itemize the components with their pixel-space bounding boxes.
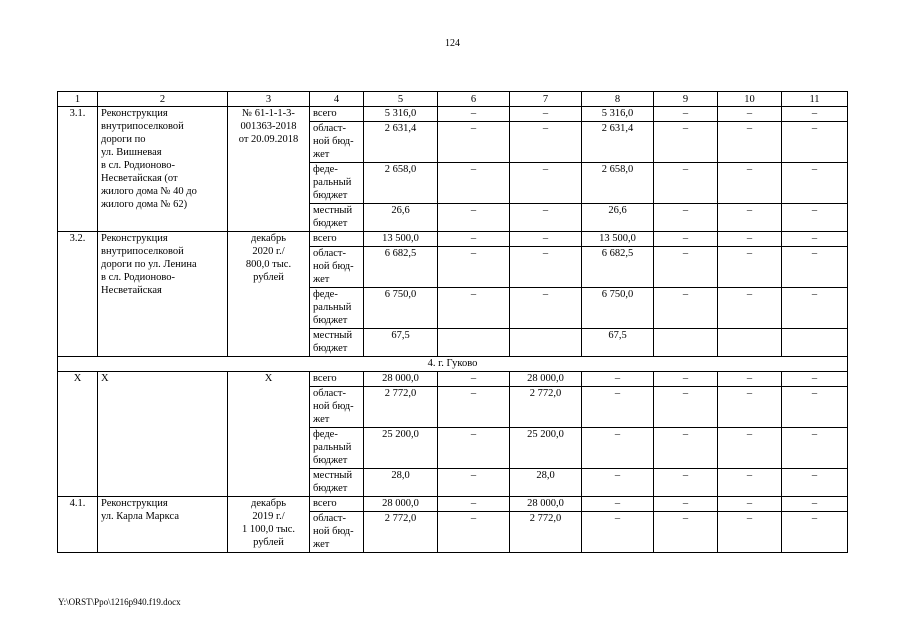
amount-cell: – (718, 469, 782, 497)
table-row (58, 497, 848, 512)
amount-cell: – (438, 163, 510, 204)
amount-cell: – (438, 247, 510, 288)
item-name: Реконструкция ул. Карла Маркса (98, 497, 228, 553)
amount-cell: 2 631,4 (364, 122, 438, 163)
amount-cell: – (510, 288, 582, 329)
amount-cell: – (438, 387, 510, 428)
amount-cell: – (438, 122, 510, 163)
funding-source: феде- ральный бюджет (310, 428, 364, 469)
amount-cell: – (438, 232, 510, 247)
table-row (58, 232, 848, 247)
file-path-footer: Y:\ORST\Ppo\1216p940.f19.docx (58, 597, 181, 607)
amount-cell: 2 772,0 (364, 387, 438, 428)
amount-cell: – (718, 428, 782, 469)
amount-cell: – (582, 372, 654, 387)
amount-cell: – (718, 387, 782, 428)
amount-cell: – (510, 247, 582, 288)
funding-source: феде- ральный бюджет (310, 288, 364, 329)
amount-cell: 2 772,0 (510, 512, 582, 553)
table-row (58, 372, 848, 387)
amount-cell (510, 329, 582, 357)
amount-cell: 6 750,0 (364, 288, 438, 329)
amount-cell: – (718, 232, 782, 247)
amount-cell: – (782, 204, 848, 232)
funding-source: област- ной бюд- жет (310, 247, 364, 288)
amount-cell: – (654, 163, 718, 204)
amount-cell: 2 631,4 (582, 122, 654, 163)
amount-cell: – (718, 512, 782, 553)
amount-cell: 5 316,0 (582, 107, 654, 122)
column-header: 8 (582, 92, 654, 107)
amount-cell: – (718, 372, 782, 387)
item-document: № 61-1-1-3- 001363-2018 от 20.09.2018 (228, 107, 310, 232)
amount-cell: 28,0 (364, 469, 438, 497)
amount-cell: – (510, 163, 582, 204)
amount-cell: 2 658,0 (582, 163, 654, 204)
amount-cell: – (654, 204, 718, 232)
amount-cell: 2 772,0 (364, 512, 438, 553)
amount-cell: – (438, 288, 510, 329)
amount-cell (438, 329, 510, 357)
amount-cell: – (782, 512, 848, 553)
amount-cell: – (438, 469, 510, 497)
amount-cell: – (718, 122, 782, 163)
item-document: Х (228, 372, 310, 497)
amount-cell: – (782, 163, 848, 204)
amount-cell: 28 000,0 (510, 497, 582, 512)
amount-cell: – (782, 288, 848, 329)
column-header: 2 (98, 92, 228, 107)
amount-cell: 25 200,0 (364, 428, 438, 469)
table-body (58, 92, 848, 553)
amount-cell: – (582, 497, 654, 512)
item-number: 3.2. (58, 232, 98, 357)
amount-cell: 67,5 (582, 329, 654, 357)
amount-cell: – (782, 107, 848, 122)
amount-cell: – (582, 428, 654, 469)
column-header: 6 (438, 92, 510, 107)
amount-cell: – (438, 204, 510, 232)
program-table (57, 91, 848, 553)
funding-source: област- ной бюд- жет (310, 512, 364, 553)
funding-source: област- ной бюд- жет (310, 122, 364, 163)
amount-cell: – (654, 428, 718, 469)
table-row (58, 107, 848, 122)
amount-cell (782, 329, 848, 357)
amount-cell: 2 772,0 (510, 387, 582, 428)
column-header: 10 (718, 92, 782, 107)
amount-cell: 6 682,5 (364, 247, 438, 288)
amount-cell: – (438, 107, 510, 122)
item-name: Реконструкция внутрипоселковой дороги по ул. Ленина в сл. Родионово- Несветайская (98, 232, 228, 357)
funding-source: феде- ральный бюджет (310, 163, 364, 204)
funding-source: местный бюджет (310, 329, 364, 357)
amount-cell: – (782, 372, 848, 387)
amount-cell: – (438, 512, 510, 553)
funding-source: всего (310, 232, 364, 247)
amount-cell: 5 316,0 (364, 107, 438, 122)
amount-cell: – (782, 469, 848, 497)
amount-cell: – (654, 247, 718, 288)
amount-cell: – (654, 107, 718, 122)
amount-cell: 13 500,0 (582, 232, 654, 247)
amount-cell: 28 000,0 (364, 497, 438, 512)
item-number: 3.1. (58, 107, 98, 232)
amount-cell: – (654, 288, 718, 329)
section-row (58, 357, 848, 372)
item-document: декабрь 2019 г./ 1 100,0 тыс. рублей (228, 497, 310, 553)
amount-cell: 13 500,0 (364, 232, 438, 247)
amount-cell: – (654, 122, 718, 163)
column-header: 9 (654, 92, 718, 107)
amount-cell: – (510, 232, 582, 247)
amount-cell: – (438, 497, 510, 512)
amount-cell: 6 682,5 (582, 247, 654, 288)
column-header: 5 (364, 92, 438, 107)
amount-cell: – (782, 497, 848, 512)
amount-cell: – (582, 512, 654, 553)
amount-cell: – (582, 387, 654, 428)
funding-source: всего (310, 107, 364, 122)
funding-source: област- ной бюд- жет (310, 387, 364, 428)
section-title: 4. г. Гуково (58, 357, 848, 372)
amount-cell: 6 750,0 (582, 288, 654, 329)
amount-cell: 26,6 (582, 204, 654, 232)
amount-cell: – (654, 372, 718, 387)
amount-cell: 25 200,0 (510, 428, 582, 469)
amount-cell: – (782, 232, 848, 247)
funding-source: всего (310, 372, 364, 387)
amount-cell: 2 658,0 (364, 163, 438, 204)
amount-cell: – (782, 428, 848, 469)
column-header: 3 (228, 92, 310, 107)
item-name: Х (98, 372, 228, 497)
amount-cell: – (654, 469, 718, 497)
amount-cell: 26,6 (364, 204, 438, 232)
amount-cell: – (718, 288, 782, 329)
column-header: 7 (510, 92, 582, 107)
amount-cell: – (510, 204, 582, 232)
item-document: декабрь 2020 г./ 800,0 тыс. рублей (228, 232, 310, 357)
amount-cell: 28 000,0 (510, 372, 582, 387)
amount-cell: – (782, 247, 848, 288)
amount-cell: – (654, 512, 718, 553)
item-number: Х (58, 372, 98, 497)
amount-cell: 28,0 (510, 469, 582, 497)
amount-cell: – (510, 107, 582, 122)
amount-cell: – (718, 204, 782, 232)
funding-source: местный бюджет (310, 204, 364, 232)
amount-cell: – (782, 387, 848, 428)
item-number: 4.1. (58, 497, 98, 553)
amount-cell: – (718, 107, 782, 122)
amount-cell: – (582, 469, 654, 497)
funding-source: местный бюджет (310, 469, 364, 497)
amount-cell: – (438, 372, 510, 387)
amount-cell: – (718, 247, 782, 288)
column-header: 11 (782, 92, 848, 107)
page-number: 124 (445, 38, 460, 49)
column-header: 1 (58, 92, 98, 107)
amount-cell: 28 000,0 (364, 372, 438, 387)
amount-cell: – (654, 232, 718, 247)
amount-cell (654, 329, 718, 357)
header-row (58, 92, 848, 107)
amount-cell: – (654, 387, 718, 428)
funding-source: всего (310, 497, 364, 512)
amount-cell: – (782, 122, 848, 163)
amount-cell (718, 329, 782, 357)
amount-cell: – (510, 122, 582, 163)
column-header: 4 (310, 92, 364, 107)
amount-cell: – (718, 497, 782, 512)
item-name: Реконструкция внутрипоселковой дороги по ул. Вишневая в сл. Родионово- Несветайская (от жилого дома № 40 до жилого дома № 62) (98, 107, 228, 232)
amount-cell: 67,5 (364, 329, 438, 357)
amount-cell: – (718, 163, 782, 204)
amount-cell: – (654, 497, 718, 512)
amount-cell: – (438, 428, 510, 469)
